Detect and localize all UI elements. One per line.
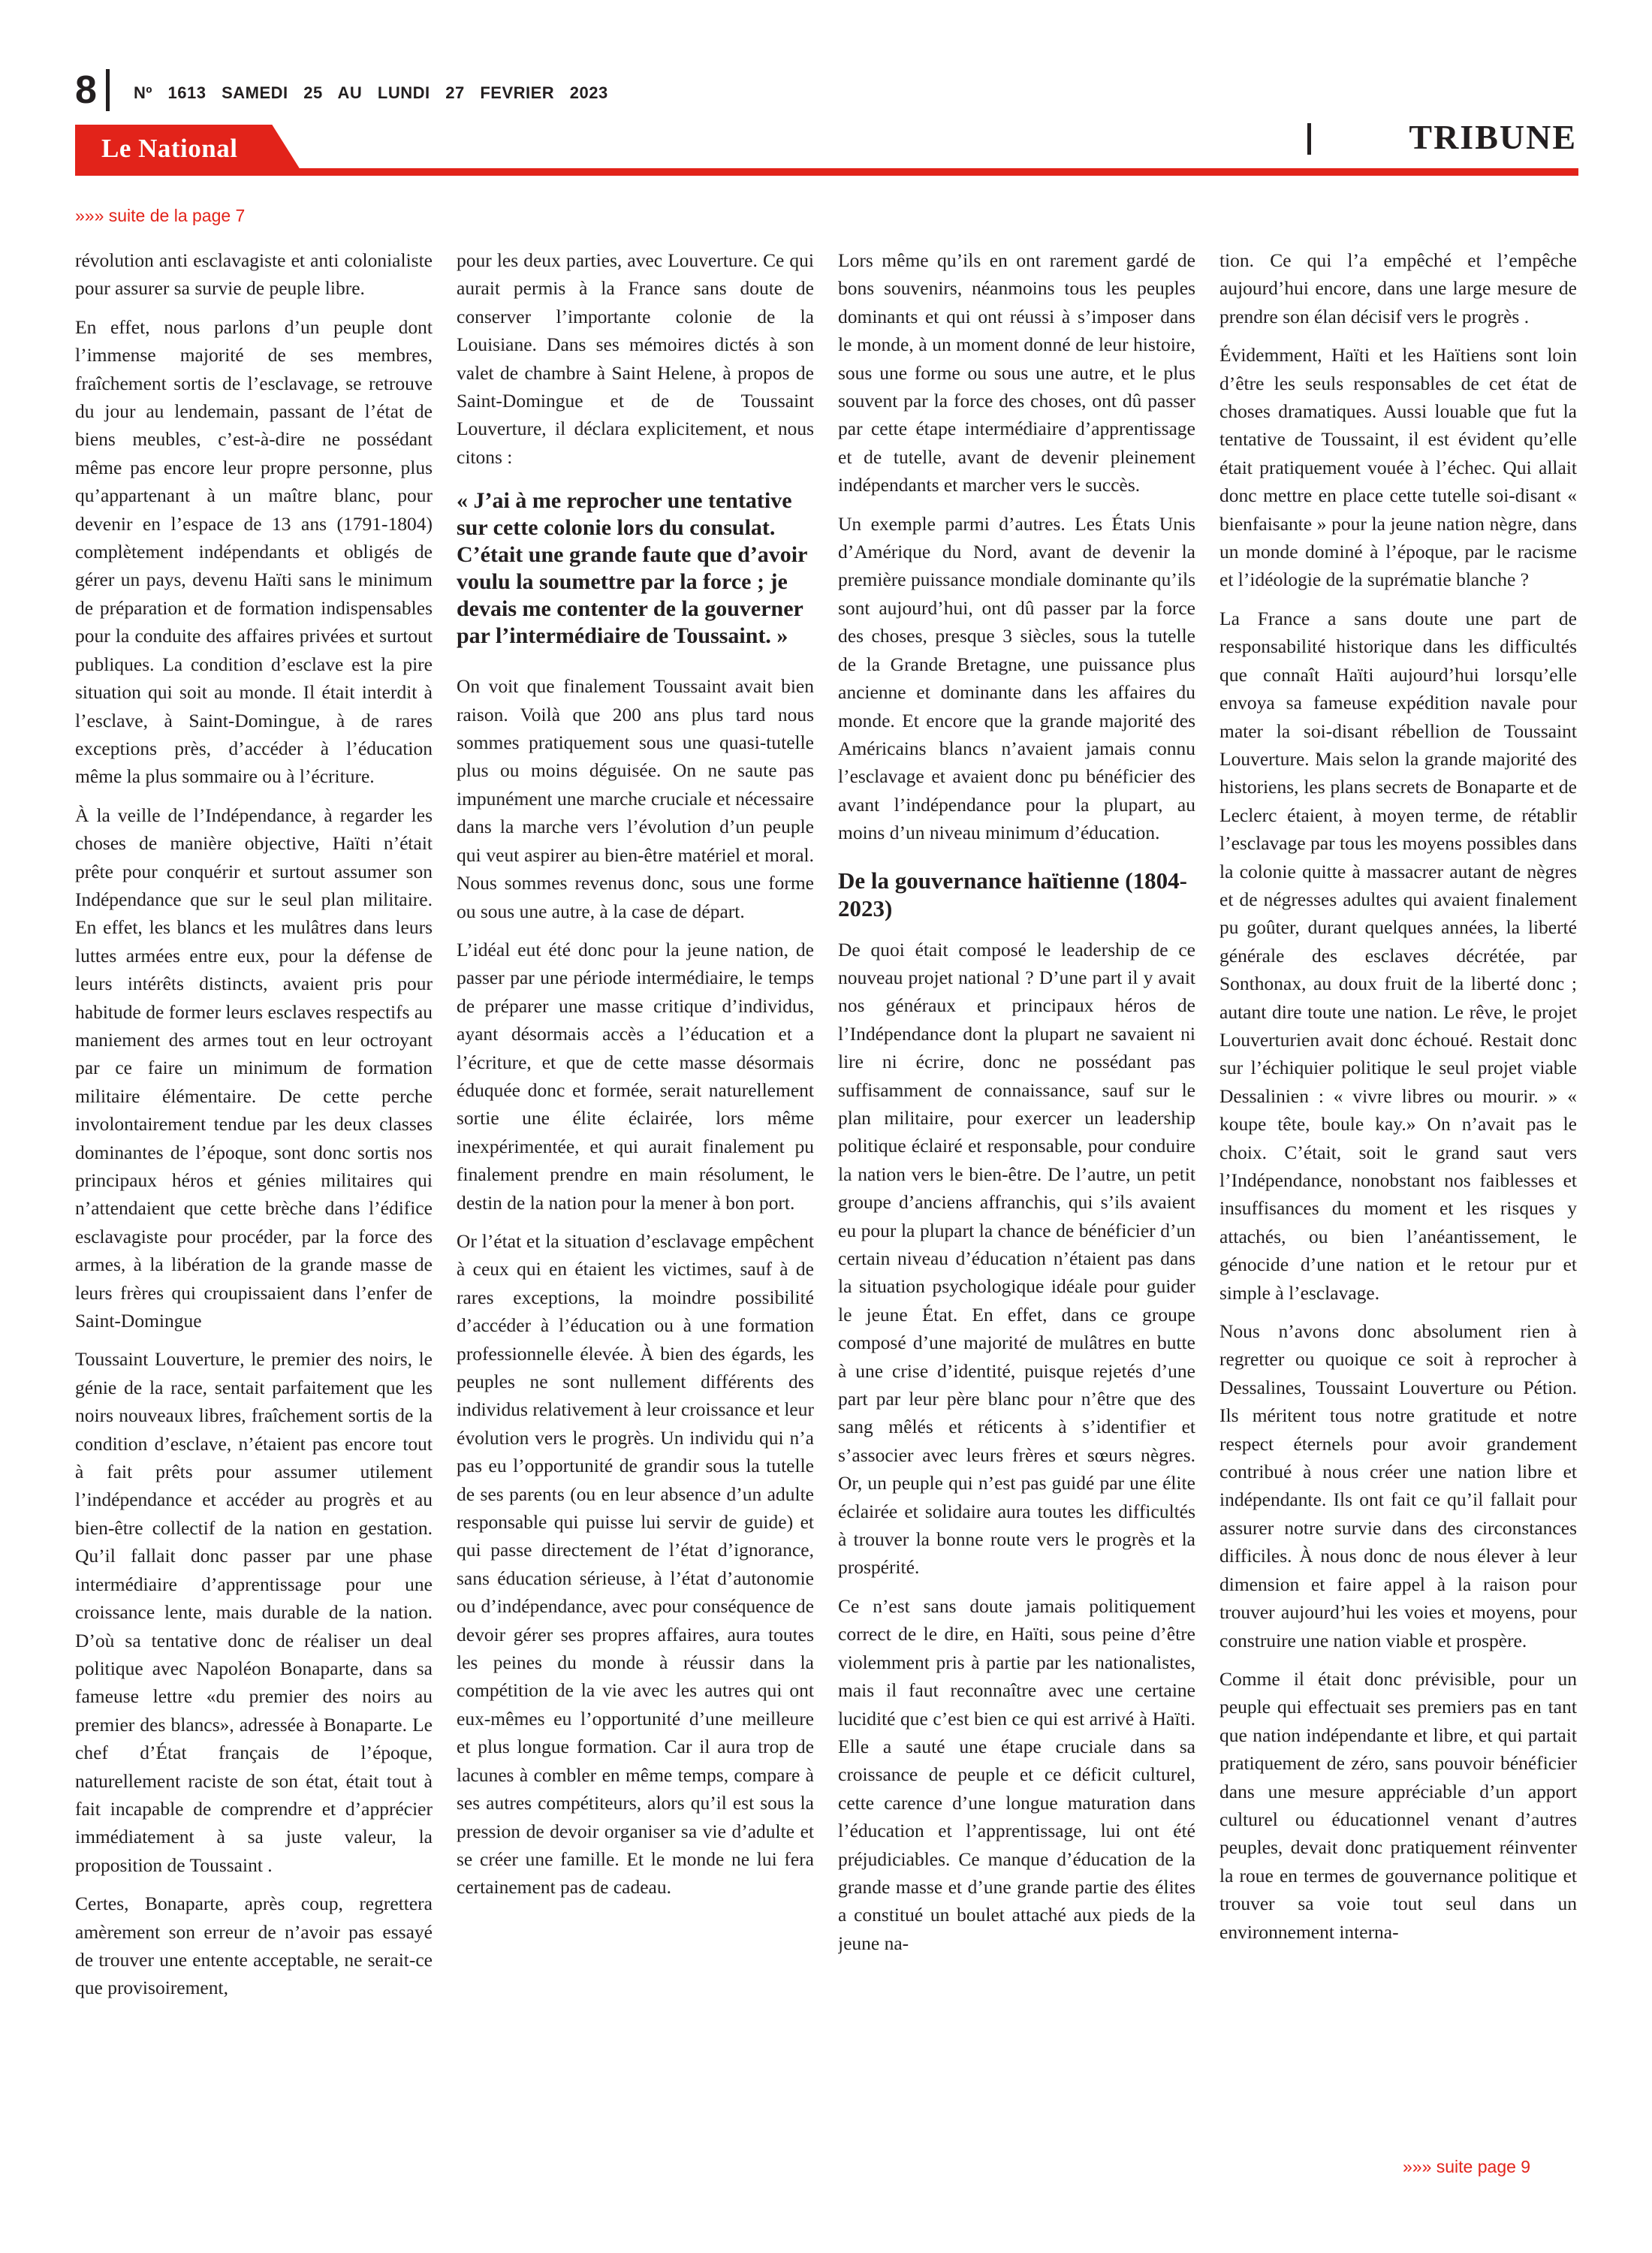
paragraph: pour les deux parties, avec Louverture. Ce qui aurait permis à la France sans doute de conserver l’importante colonie de la Louisiane. Dans ses mémoires dictés à son valet de chambre à Saint Helene, à propos de Saint-Domingue et de de Toussaint Louverture, il déclara explicitement, et nous citons : xyxy=(457,249,814,468)
paragraph: On voit que finalement Toussaint avait bien raison. Voilà que 200 ans plus tard nous sommes pratiquement sous une quasi-tutelle plus ou moins déguisée. On ne saute pas impunément une marche cruciale et nécessaire dans la marche vers l’évolution d’un peuple qui veut aspirer au bien-être matériel et moral. Nous sommes revenus donc, sous une forme ou sous une autre, à la case de départ. xyxy=(457,675,814,922)
article-column-4 xyxy=(1219,246,1577,2146)
article-column-1 xyxy=(75,246,433,2169)
dateline: Nº 1613 SAMEDI 25 AU LUNDI 27 FEVRIER 2023 xyxy=(134,83,608,102)
continued-to-link[interactable]: »»» suite page 9 xyxy=(1403,2157,1531,2176)
section-title: TRIBUNE xyxy=(1409,118,1577,156)
page-number-divider xyxy=(106,69,110,111)
paragraph: Évidemment, Haïti et les Haïtiens sont loin d’être les seuls responsables de cet état de choses dramatiques. Aussi louable que fut la tentative de Toussaint, il est évident qu’elle était pratiquement vouée à l’échec. Qui allait donc mettre en place cette tutelle soi-disant « bienfaisante » pour la jeune nation nègre, dans un monde dominé à l’époque, par le racisme et l’idéologie de la suprématie blanche ? xyxy=(1219,344,1577,591)
page-number: 8 xyxy=(75,68,97,112)
paragraph: Or l’état et la situation d’esclavage empêchent à ceux qui en étaient les victimes, sauf à de rares exceptions, la moindre possibilité d’accéder à l’éducation ou à une formation professionnelle élevée. À bien des égards, les peuples ne sont nullement différents des individus relativement à leur croissance et leur évolution vers le progrès. Un individu qui n’a pas eu l’opportunité de grandir sous la tutelle de ses parents (ou en leur absence d’un adulte responsable qui puisse lui servir de guide) et qui passe directement de l’état d’ignorance, sans éducation sérieuse, à l’état d’autonomie ou d’indépendance, avec pour conséquence de devoir gérer ses propres affaires, aura toutes les peines du monde à réussir dans la compétition de la vie avec les autres qui ont eux-mêmes eu l’opportunité d’une meilleure et plus longue formation. Car il aura trop de lacunes à combler en même temps, compare à ses autres compétiteurs, alors qu’il est sous la pression de devoir organiser sa vie d’adulte et se créer une famille. Et le monde ne lui fera certainement pas de cadeau. xyxy=(457,1229,814,1899)
continued-from-link[interactable]: »»» suite de la page 7 xyxy=(75,206,246,225)
article-column-3 xyxy=(838,246,1195,2169)
paragraph: L’idéal eut été donc pour la jeune nation, de passer par une période intermédiaire, le temps de préparer une masse critique d’individus, ayant désormais accès a l’éducation et a l’écriture, et que de cette masse désormais éduquée donc et formée, serait naturellement sortie une élite éclairée, lors même inexpérimentée, et qui aurait finalement pu finalement prendre en main résolument, le destin de la nation pour la mener à bon port. xyxy=(457,938,814,1214)
paragraph: De quoi était composé le leadership de ce nouveau projet national ? D’une part il y avait nos généraux et principaux héros de l’Indépendance dont la plupart ne savaient ni lire ni écrire, donc ne possédant pas suffisamment de connaissance, sauf sur le plan militaire, pour exercer un leadership politique éclairé et responsable, pour conduire la nation vers le bien-être. De l’autre, un petit groupe d’anciens affranchis, qui s’ils avaient eu pour la plupart la chance de bénéficier d’un certain niveau d’éducation n’étaient pas dans la situation psychologique idéale pour guider le jeune État. En effet, dans ce groupe composé d’une majorité de mulâtres en butte à une crise d’identité, puisque rejetés d’une part par leur père blanc pour n’être que des sang mêlés et réticents à s’identifier et s’associer avec leurs frères et sœurs nègres. Or, un peuple qui n’est pas guidé par une élite éclairée et solidaire aura toutes les difficultés à trouver la bonne route vers le progrès et la prospérité. xyxy=(838,938,1195,1579)
paragraph: Nous n’avons donc absolument rien à regretter ou quoique ce soit à reprocher à Dessalines, Toussaint Louverture ou Pétion. Ils méritent tous notre gratitude et notre respect éternels pour avoir grandement contribué à nous créer une nation libre et indépendante. Ils ont fait ce qu’il fallait pour assurer notre survie dans des circonstances difficiles. À nous donc de nous élever à leur dimension et faire appel à la raison pour trouver aujourd’hui les voies et moyens, pour construire une nation viable et prospère. xyxy=(1219,1320,1577,1651)
paragraph: révolution anti esclavagiste et anti colonialiste pour assurer sa survie de peuple libre. xyxy=(75,249,433,300)
paragraph: À la veille de l’Indépendance, à regarder les choses de manière objective, Haïti n’était prête pour conquérir et surtout assumer son Indépendance que sur le seul plan militaire. En effet, les blancs et les mulâtres dans leurs luttes armées entre eux, pour la défense de leurs intérêts distincts, avaient pris pour habitude de former leurs esclaves respectifs au maniement des armes tout en leur octroyant par ce faire un minimum de formation militaire élémentaire. De cette perche involontairement tendue par les deux classes dominantes de l’époque, sont donc sortis nos principaux héros et génies militaires qui n’attendaient que cette brèche dans l’édifice esclavagiste pour procéder, par la force des armes, à la libération de la grande masse de leurs frères qui croupissaient dans l’enfer de Saint-Domingue xyxy=(75,804,433,1332)
paragraph: Lors même qu’ils en ont rarement gardé de bons souvenirs, néanmoins tous les peuples dominants et qui ont réussi à s’imposer dans le monde, à un moment donné de leur histoire, sous une forme ou sous une autre, et le plus souvent par la force des choses, ont dû passer par cette étape intermédiaire d’apprentissage et de tutelle, avant de devenir pleinement indépendants et marcher vers le succès. xyxy=(838,249,1195,496)
paragraph: Ce n’est sans doute jamais politiquement correct de le dire, en Haïti, sous peine d’être violemment pris à partie par les nationalistes, mais il faut reconnaître avec une certaine lucidité que c’est bien ce qui est arrivé à Haïti. Elle a sauté une étape cruciale dans sa croissance de peuple et ce déficit culturel, cette carence d’une longue maturation dans l’éducation et l’apprentissage, lui ont été préjudiciables. Ce manque d’éducation de la grande masse et d’une grande partie des élites a constitué un boulet attaché aux pieds de la jeune na- xyxy=(838,1594,1195,1954)
pull-quote: « J’ai à me reprocher une tentative sur cette colonie lors du consulat. C’était une grande faute que d’avoir voulu la soumettre par la force ; je devais me contenter de la gouverner par l’intermédiaire de Toussaint. » xyxy=(457,488,807,649)
publication-logo: Le National xyxy=(101,134,238,163)
paragraph: Un exemple parmi d’autres. Les États Unis d’Amérique du Nord, avant de devenir la première puissance mondiale dominante qu’ils sont aujourd’hui, ont dû passer par la force des choses, presque 3 siècles, sous la tutelle de la Grande Bretagne, une puissance plus ancienne et dominante dans les affaires du monde. Et encore que la grande majorité des Américains blancs n’avaient jamais connu l’esclavage et avaient donc pu bénéficier des avant l’indépendance pour la plupart, au moins d’un niveau minimum d’éducation. xyxy=(838,512,1195,844)
paragraph: Toussaint Louverture, le premier des noirs, le génie de la race, sentait parfaitement que les noirs nouveaux libres, fraîchement sortis de la condition d’esclave, n’étaient pas encore tout à fait prêts pour assumer utilement l’indépendance et accéder au progrès et au bien-être collectif de la nation en gestation. Qu’il fallait donc passer par une phase intermédiaire d’apprentissage pour une croissance lente, mais durable de la nation. D’où sa tentative donc de réaliser un deal politique avec Napoléon Bonaparte, dans sa fameuse lettre «du premier des noirs au premier des blancs», adressée à Bonaparte. Le chef d’État français de l’époque, naturellement raciste de son état, était tout à fait incapable de comprendre et d’apprécier immédiatement à sa juste valeur, la proposition de Toussaint . xyxy=(75,1348,433,1876)
subheading: De la gouvernance haïtienne (1804-2023) xyxy=(838,867,1187,921)
paragraph: Comme il était donc prévisible, pour un peuple qui effectuait ses premiers pas en tant que nation indépendante et libre, et qui partait pratiquement de zéro, sans pouvoir bénéficier dans une mesure appréciable d’un apport culturel ou éducationnel venant d’autres peuples, devait donc pratiquement réinventer la roue en termes de gouvernance politique et trouver sa voie tout seul dans un environnement interna- xyxy=(1219,1667,1577,1943)
section-divider xyxy=(1307,123,1311,155)
paragraph: tion. Ce qui l’a empêché et l’empêche aujourd’hui encore, dans une large mesure de prendre son élan décisif vers le progrès . xyxy=(1219,249,1577,327)
paragraph: En effet, nous parlons d’un peuple dont l’immense majorité de ses membres, fraîchement sortis de l’esclavage, se retrouve du jour au lendemain, passant de l’état de biens meubles, c’est-à-dire ne possédant même pas encore leur propre personne, plus qu’appartenant à un maître blanc, pour devenir en l’espace de 13 ans (1791-1804) complètement indépendants et obligés de gérer un pays, devenu Haïti sans le minimum de préparation et de formation indispensables pour la conduite des affaires privées et surtout publiques. La condition d’esclave est la pire situation qui soit au monde. Il était interdit à l’esclave, à Saint-Domingue, à de rares exceptions près, d’accéder à l’éducation même la plus sommaire ou à l’écriture. xyxy=(75,315,433,788)
article-column-2 xyxy=(457,246,814,2169)
paragraph: Certes, Bonaparte, après coup, regrettera amèrement son erreur de n’avoir pas essayé de trouver une entente acceptable, ne serait-ce que provisoirement, xyxy=(75,1893,433,1999)
paragraph: La France a sans doute une part de responsabilité historique dans les difficultés que connaît Haïti aujourd’hui lorsqu’elle envoya sa fameuse expédition navale pour mater la soi-disant rébellion de Toussaint Louverture. Mais selon la grande majorité des historiens, les plans secrets de Bonaparte et de Leclerc étaient, à moyen terme, de rétablir l’esclavage par tous les moyens possibles dans la colonie quitte à massacrer autant de nègres et de négresses adultes qui avaient finalement pu goûter, durant quelques années, la liberté générale des esclaves décrétée, par Sonthonax, au doux fruit de la liberté donc ; autant dire toute une nation. Le rêve, le projet Louverturien avait donc échoué. Restait donc sur l’échiquier politique le seul projet viable Dessalinien : « vivre libres ou mourir. » « koupe tête, boule kay.» On n’avait pas le choix. C’était, soit le grand saut vers l’Indépendance, nonobstant nos faiblesses et insuffisances du moment et les risques y attachés, ou bien l’anéantissement, le génocide d’une nation et le retour pur et simple à l’esclavage. xyxy=(1219,607,1577,1304)
